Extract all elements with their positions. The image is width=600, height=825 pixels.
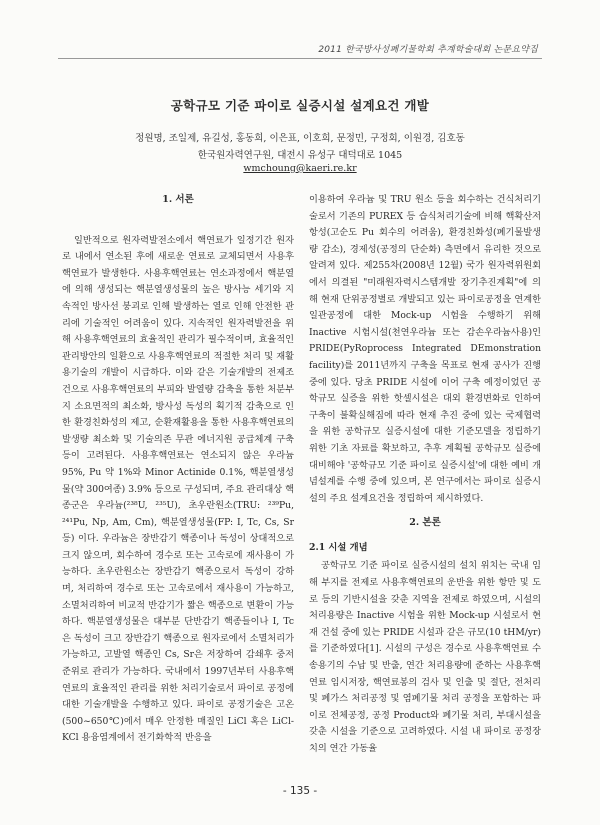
affiliation: 한국원자력연구원, 대전시 유성구 대덕대로 1045 — [197, 150, 403, 161]
intro-paragraph: 일반적으로 원자력발전소에서 핵연료가 일정기간 원자로 내에서 연소된 후에 새로운 연료로 교체되면서 사용후핵연료가 발생한다. 사용후핵연료는 연소과정에서 핵분열에 의해 생성되는 핵분열생성물의 높은 방사능 세기와 지속적인 방사선 붕괴로 인해 발생하는 열로 인해 안전한 관리에 기술적인 어려움이 있다. 지속적인 원자력발전을 위해 사용후핵연료의 효율적인 관리가 필수적이며, 효율적인 관리방안의 일환으로 사용후핵연료의 적절한 처리 및 재활용기술의 개발이 시급하다. 이와 같은 기술개발의 전제조건으로 사용후핵연료의 부피와 발열량 감축을 통한 처분부지 소요면적의 최소화, 방사성 독성의 획기적 감축으로 인한 환경친화성의 제고, 순환재활용을 통한 사용후핵연료의 발생량 최소화 및 기술의존 무관 에너지원 공급체계 구축 등이 고려된다. 사용후핵연료는 연소되지 않은 우라늄 95%, Pu 약 1%와 Minor Actinide 0.1%, 핵분열생성물(약 300여종) 3.9% 등으로 구성되며, 주요 관리대상 핵종군은 우라늄(²³⁸U, ²³⁵U), 초우란원소(TRU: ²³⁹Pu, ²⁴¹Pu, Np, Am, Cm), 핵분열생성물(FP: I, Tc, Cs, Sr 등) 이다. 우라늄은 장반감기 핵종이나 독성이 상대적으로 크지 않으며, 회수하여 경수로 또는 고속로에 재사용이 가능하다. 초우란원소는 장반감기 핵종으로서 독성이 강하며, 처리하여 경수로 또는 고속로에서 재사용이 가능하고, 소멸처리하여 비교적 반감기가 짧은 핵종으로 변환이 가능하다. 핵분열생성물은 대부분 단반감기 핵종들이나 I, Tc은 독성이 크고 장반감기 핵종으로 원자로에서 소멸처리가 가능하고, 고발열 핵종인 Cs, Sr은 저장하여 감쇄후 중저준위로 관리가 가능하다. 국내에서 1997년부터 사용후핵연료의 효율적인 관리를 위한 처리기술로서 파이로 공정에 대한 기술개발을 수행하고 있다. 파이로 공정기술은 고온(500~650℃)에서 매우 안정한 매질인 LiCl 혹은 LiCl-KCl 용융염계에서 전기화학적 반응을 — [62, 234, 294, 744]
section-heading-body: 2. 본론 — [409, 517, 441, 529]
intro-paragraph-continued: 이용하여 우라늄 및 TRU 원소 등을 회수하는 건식처리기술로서 기존의 PUREX 등 습식처리기술에 비해 핵확산저항성(고순도 Pu 회수의 어려움), 환경친화성(폐기물발생량 감소), 경제성(공정의 단순화) 측면에서 유리한 것으로 알려져 있다. 제255차(2008년 12월) 국가 원자력위원회에서 의결된 "미래원자력시스템개발 장기추진계획"에 의해 현재 단위공정별로 개발되고 있는 파이로공정을 연계한 일관공정에 대한 Mock-up 시험을 수행하기 위해 Inactive 시험시설(천연우라늄 또는 감손우라늄사용)인 PRIDE(PyRoprocess Integrated DEmonstration facility)를 2011년까지 구축을 목표로 현재 공사가 진행 중에 있다. 당초 PRIDE 시설에 이어 구축 예정이었던 공학규모 실증을 위한 핫셀시설은 대외 환경변화로 인하여 구축이 불확실해짐에 따라 현재 추진 중에 있는 국제협력을 위한 공학규모 실증시설에 대한 기준모델을 정립하기 위한 기초 자료를 확보하고, 추후 계획될 공학규모 실증에 대비해야 '공학규모 기준 파이로 실증시설'에 대한 예비 개념설계를 수행 중에 있으며, 본 연구에서는 파이로 실증시설의 주요 설계요건을 정립하여 제시하였다. — [309, 194, 541, 504]
page-number: - 135 - — [282, 785, 318, 797]
facility-concept-paragraph: 공학규모 기준 파이로 실증시설의 설치 위치는 국내 임해 부지를 전제로 사용후핵연료의 운반을 위한 항만 및 도로 등의 기반시설을 갖춘 지역을 전제로 하였으며, 시설의 처리용량은 Inactive 시험을 위한 Mock-up 시설로서 현재 건설 중에 있는 PRIDE 시설과 같은 규모(10 tHM/yr)를 기준하였다[1]. 시설의 구성은 경수로 사용후핵연료 수송용기의 수납 및 반출, 연간 처리용량에 준하는 사용후핵연료 임시저장, 핵연료봉의 검사 및 인출 및 절단, 전처리 및 폐가스 처리공정 및 염폐기물 처리 공정을 포함하는 파이로 전체공정, 공정 Product와 폐기물 처리, 부대시설을 갖춘 시설을 기준으로 고려하였다. 시설 내 파이로 공정장치의 연간 가동율 — [309, 560, 541, 754]
author-list: 정원명, 조일제, 유길성, 홍동희, 이은표, 이호희, 문정민, 구정회, 이원경, 김호동 — [135, 133, 465, 144]
author-email: wmchoung@kaeri.re.kr — [243, 163, 357, 174]
right-column — [309, 192, 541, 758]
header-divider — [58, 58, 542, 59]
section-heading-introduction: 1. 서론 — [162, 194, 194, 205]
paper-title: 공학규모 기준 파이로 실증시설 설계요건 개발 — [170, 98, 430, 113]
subsection-heading-facility-concept: 2.1 시설 개념 — [309, 541, 368, 553]
left-column — [62, 192, 294, 747]
running-header: 2011 한국방사성폐기물학회 추계학술대회 논문요약집 — [318, 45, 538, 55]
